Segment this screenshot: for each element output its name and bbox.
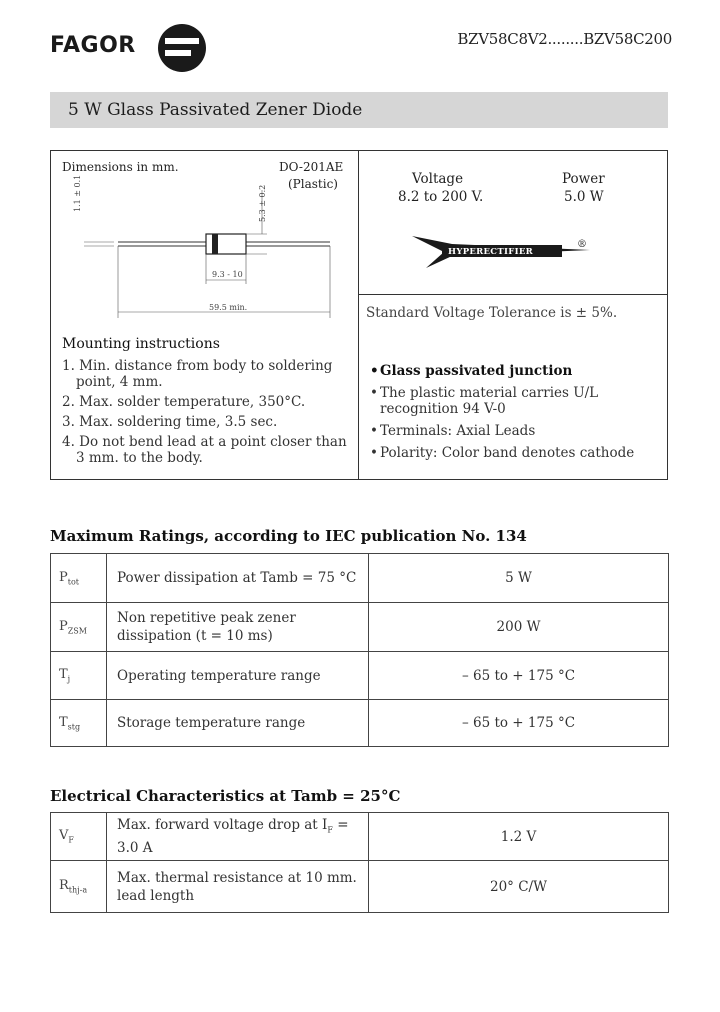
- table-row: [51, 554, 669, 603]
- fagor-logo-icon: [157, 23, 207, 73]
- power-value: 5.0 W: [564, 189, 604, 205]
- max-ratings-table: [50, 553, 669, 747]
- value-cell: 200 W: [369, 603, 669, 652]
- description-cell: Power dissipation at Tamb = 75 °C: [107, 554, 369, 603]
- symbol-cell: $P_{ZSM}$: [51, 603, 107, 652]
- symbol-cell: $R_{thj-a}$: [51, 861, 107, 913]
- package-diagram: [62, 180, 352, 320]
- mounting-item: 1. Min. distance from body to soldering point, 4 mm.: [62, 358, 333, 390]
- table-row: [51, 603, 669, 652]
- table-row: [51, 652, 669, 700]
- voltage-label: Voltage: [412, 171, 464, 187]
- dim-body-diameter: 5.3 ± 0.2: [258, 184, 267, 222]
- brand-logo-text: FAGOR: [50, 33, 136, 58]
- symbol-cell: $T_j$: [51, 652, 107, 700]
- feature-item: • Polarity: Color band denotes cathode: [370, 445, 660, 461]
- summary-divider: [358, 294, 668, 295]
- mounting-list: [62, 358, 354, 470]
- voltage-value: 8.2 to 200 V.: [398, 189, 484, 205]
- part-number-range: BZV58C8V2........BZV58C200: [457, 30, 672, 48]
- value-cell: 1.2 V: [369, 813, 669, 861]
- description-cell: Storage temperature range: [107, 700, 369, 747]
- feature-item: • The plastic material carries U/L recognition 94 V-0: [370, 385, 660, 417]
- mounting-item: 2. Max. solder temperature, 350°C.: [62, 394, 306, 410]
- power-label: Power: [562, 171, 605, 187]
- description-cell: Non repetitive peak zener dissipation (t = 10 ms): [107, 603, 369, 652]
- mounting-item: 3. Max. soldering time, 3.5 sec.: [62, 414, 278, 430]
- description-cell: Operating temperature range: [107, 652, 369, 700]
- feature-item: • Glass passivated junction: [370, 363, 660, 379]
- dim-body-length: 9.3 - 10: [212, 270, 243, 279]
- package-type: (Plastic): [288, 177, 338, 191]
- value-cell: 20° C/W: [369, 861, 669, 913]
- description-cell: Max. forward voltage drop at $I_F = 3.0$ A: [107, 813, 369, 861]
- features-list: [370, 363, 660, 467]
- dim-lead-length: 59.5 min.: [209, 303, 248, 312]
- info-box-divider: [358, 150, 359, 480]
- max-ratings-title: Maximum Ratings, according to IEC publication No. 134: [50, 527, 527, 545]
- table-row: [51, 861, 669, 913]
- dimensions-label: Dimensions in mm.: [62, 160, 179, 174]
- symbol-cell: $T_{stg}$: [51, 700, 107, 747]
- feature-item: • Terminals: Axial Leads: [370, 423, 660, 439]
- table-row: [51, 700, 669, 747]
- electrical-table: [50, 812, 669, 913]
- tolerance-text: Standard Voltage Tolerance is ± 5%.: [366, 305, 618, 321]
- symbol-cell: $V_F$: [51, 813, 107, 861]
- electrical-title: Electrical Characteristics at Tamb = 25°C: [50, 787, 401, 805]
- mounting-item: 4. Do not bend lead at a point closer than 3 mm. to the body.: [62, 434, 347, 466]
- page-title: 5 W Glass Passivated Zener Diode: [68, 100, 363, 120]
- value-cell: 5 W: [369, 554, 669, 603]
- registered-mark: ®: [577, 239, 587, 250]
- dim-lead-diameter: 1.1 ± 0.1: [73, 174, 82, 212]
- table-row: [51, 813, 669, 861]
- value-cell: – 65 to + 175 °C: [369, 652, 669, 700]
- value-cell: – 65 to + 175 °C: [369, 700, 669, 747]
- symbol-cell: $P_{tot}$: [51, 554, 107, 603]
- description-cell: Max. thermal resistance at 10 mm. lead length: [107, 861, 369, 913]
- hyperectifier-badge-text: HYPERECTIFIER: [448, 247, 534, 257]
- package-name: DO-201AE: [279, 160, 344, 174]
- mounting-title: Mounting instructions: [62, 336, 220, 352]
